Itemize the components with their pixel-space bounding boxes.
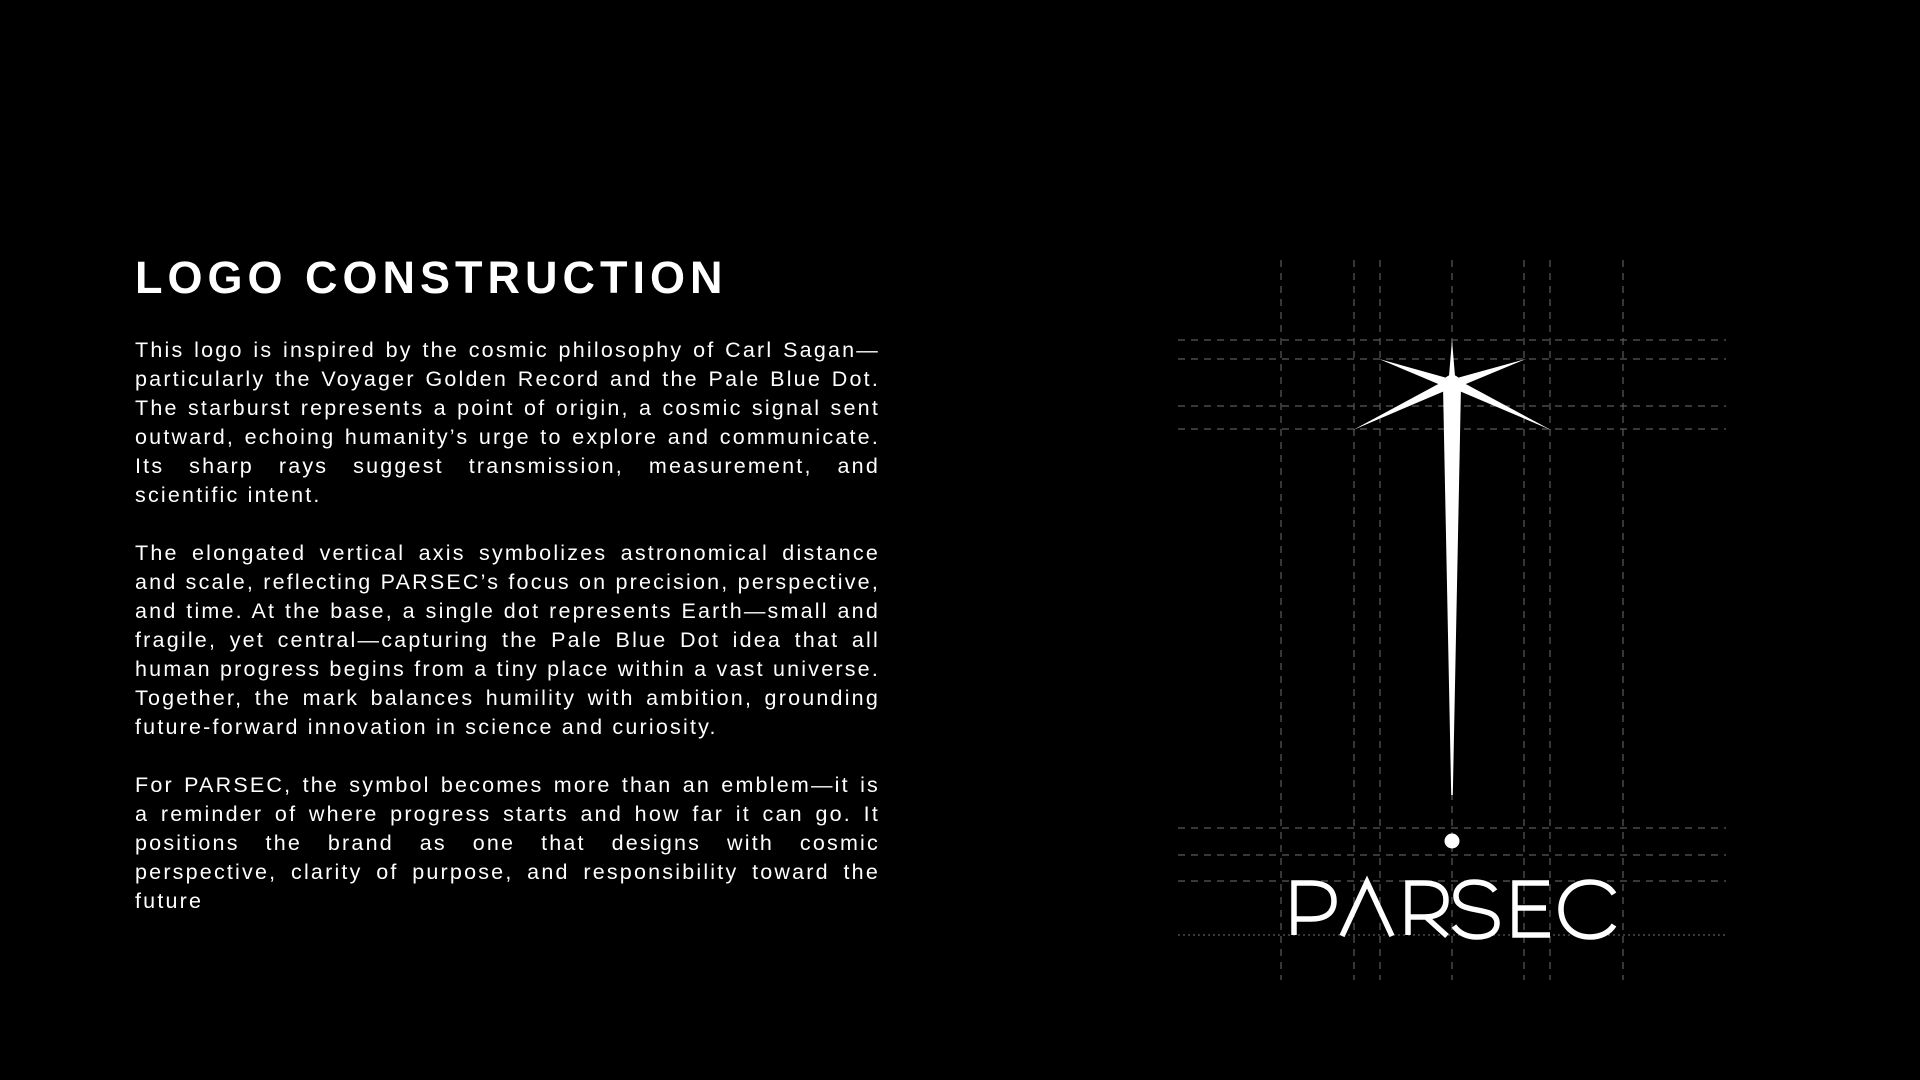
- parsec-wordmark: [1294, 882, 1614, 937]
- logo-construction-figure: [1160, 250, 1760, 990]
- page-title: LOGO CONSTRUCTION: [135, 252, 728, 303]
- paragraph-purpose: For PARSEC, the symbol becomes more than an emblem—it is a reminder of where progress starts and how far it can go. It positions the brand as one that designs with cosmic perspective, clarity of purpose, and responsibility toward the future: [135, 773, 880, 913]
- earth-dot: [1445, 834, 1460, 849]
- description-body: [135, 336, 880, 945]
- starburst-axis-icon: [1353, 340, 1551, 849]
- logo-construction-svg: [1160, 250, 1760, 990]
- paragraph-axis: The elongated vertical axis symbolizes astronomical distance and scale, reflecting PARSEC’s focus on precision, perspective, and time. At the base, a single dot represents Earth—small and fragile, yet central—capturing the Pale Blue Dot idea that all human progress begins from a tiny place within a vast universe. Together, the mark balances humility with ambition, grounding future-forward innovation in science and curiosity.: [135, 541, 880, 739]
- paragraph-origin: This logo is inspired by the cosmic philosophy of Carl Sagan—particularly the Voyager Golden Record and the Pale Blue Dot. The starburst represents a point of origin, a cosmic signal sent outward, echoing humanity’s urge to explore and communicate. Its sharp rays suggest transmission, measurement, and scientific intent.: [135, 338, 880, 507]
